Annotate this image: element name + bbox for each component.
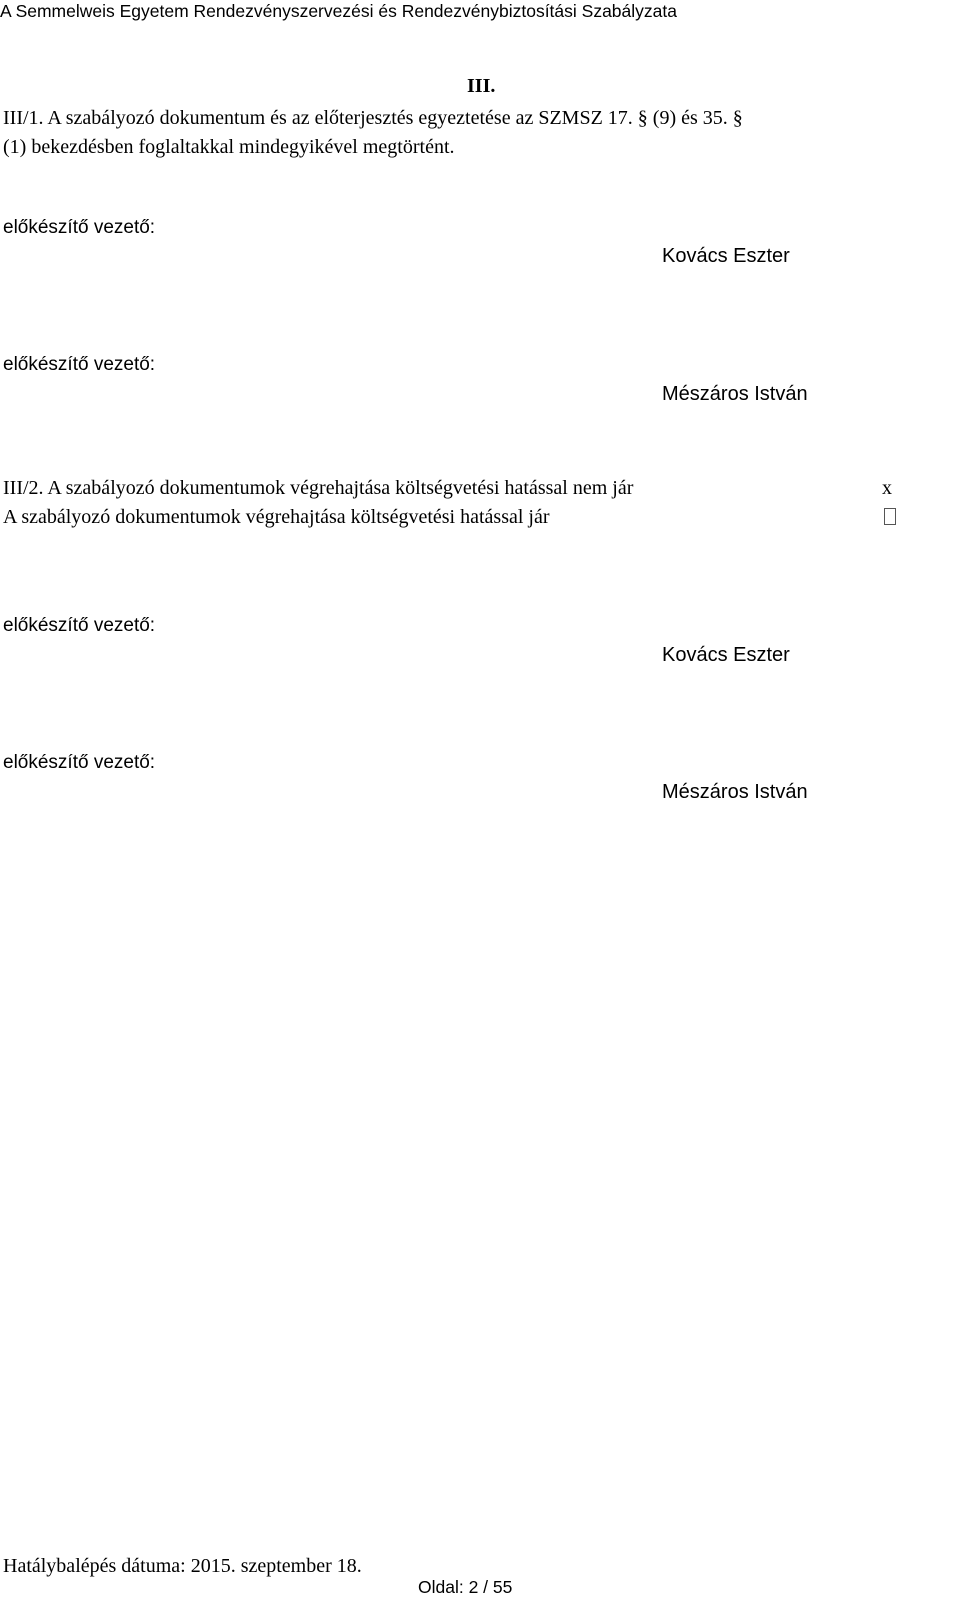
signature-name: Kovács Eszter [662, 644, 790, 666]
signature-name: Mészáros István [662, 781, 808, 803]
page-number: Oldal: 2 / 55 [418, 1577, 513, 1597]
signature-name: Mészáros István [662, 383, 808, 405]
signature-label: előkészítő vezető: [3, 354, 156, 375]
signature-label: előkészítő vezető: [3, 752, 156, 773]
part1-text-line2: (1) bekezdésben foglaltakkal mindegyikével megtörtént. [3, 136, 455, 158]
document-header: A Semmelweis Egyetem Rendezvényszervezési és Rendezvénybiztosítási Szabályzata [0, 1, 677, 21]
budget-option-impact: A szabályozó dokumentumok végrehajtása költségvetési hatással jár [3, 506, 550, 528]
section-title: III. [467, 75, 496, 97]
budget-option-no-impact: III/2. A szabályozó dokumentumok végrehajtása költségvetési hatással nem jár [3, 477, 634, 499]
signature-label: előkészítő vezető: [3, 615, 156, 636]
part1-text-line1: III/1. A szabályozó dokumentum és az előterjesztés egyeztetése az SZMSZ 17. § (9) és 35. § [3, 107, 743, 129]
signature-name: Kovács Eszter [662, 245, 790, 267]
budget-option-no-impact-mark: x [882, 477, 892, 499]
budget-option-impact-checkbox [884, 508, 896, 525]
signature-label: előkészítő vezető: [3, 217, 156, 238]
effective-date: Hatálybalépés dátuma: 2015. szeptember 18. [3, 1555, 362, 1577]
